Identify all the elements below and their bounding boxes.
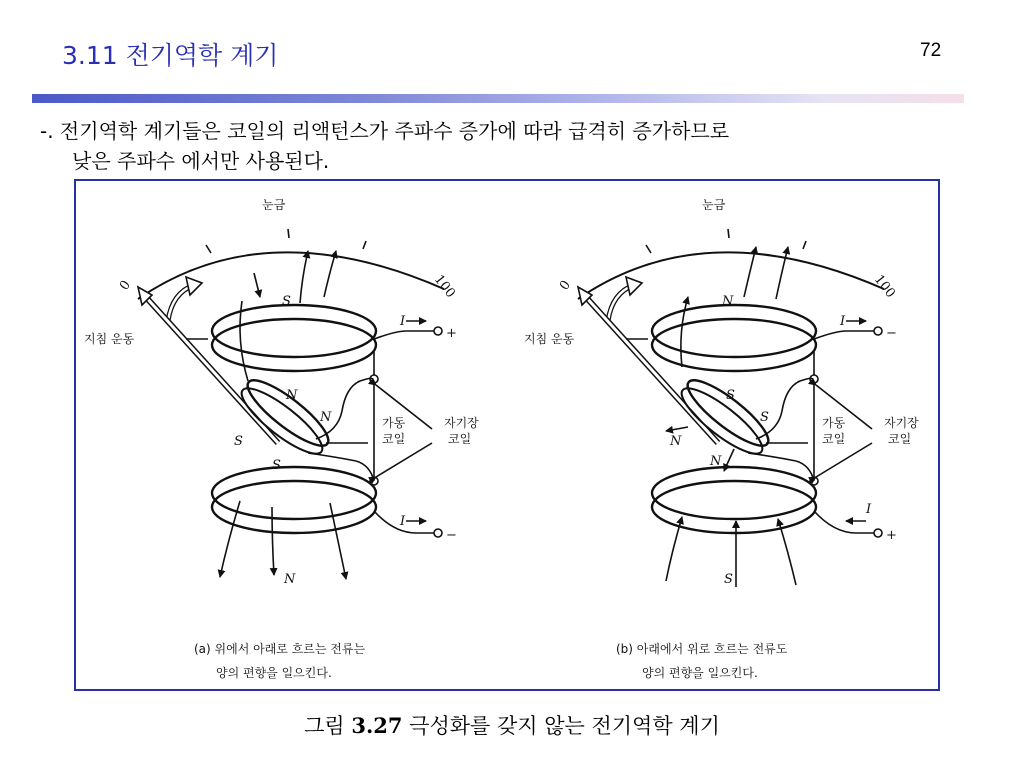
bottom-pole-b: S xyxy=(724,572,733,587)
title-divider xyxy=(32,94,964,103)
moving-pole-s2-b: S xyxy=(760,410,769,425)
caption-number: 3.27 xyxy=(351,713,403,738)
moving-coil-label-a-2: 코일 xyxy=(382,432,406,446)
slide-title: 3.11 전기역학 계기 xyxy=(62,41,279,70)
moving-pole-n2-a: N xyxy=(320,410,332,425)
field-coil-label-a-1: 자기장 xyxy=(444,416,479,430)
caption-text: 극성화를 갖지 않는 전기역학 계기 xyxy=(402,714,720,738)
bottom-pole-a: N xyxy=(284,572,296,587)
figure-frame xyxy=(74,179,940,691)
moving-coil-label-b-1: 가동 xyxy=(822,416,846,430)
field-coil-label-a-2: 코일 xyxy=(448,432,472,446)
figure-caption xyxy=(0,710,1024,740)
scale-label-a: 눈금 xyxy=(262,198,286,212)
body-line-2: 낮은 주파수 에서만 사용된다. xyxy=(72,149,330,173)
scale-label-b: 눈금 xyxy=(702,198,726,212)
top-pole-b: N xyxy=(722,294,734,309)
field-coil-label-b-2: 코일 xyxy=(888,432,912,446)
page-number: 72 xyxy=(920,40,942,61)
pointer-label-b: 지침 운동 xyxy=(524,332,575,346)
moving-pole-n2-b: N xyxy=(710,454,722,469)
body-paragraph xyxy=(40,116,980,176)
moving-coil-label-a-1: 가동 xyxy=(382,416,406,430)
terminal-top-b: − xyxy=(886,326,897,341)
moving-pole-s1-b: S xyxy=(726,388,735,403)
panel-b xyxy=(578,229,884,587)
moving-pole-n1-b: N xyxy=(670,434,682,449)
field-coil-label-b-1: 자기장 xyxy=(884,416,919,430)
body-line-1: -. 전기역학 계기들은 코일의 리액턴스가 주파수 증가에 따라 급격히 증가하므로 xyxy=(40,119,730,143)
terminal-bottom-b: + xyxy=(886,528,897,543)
scale-zero-b: 0 xyxy=(556,277,575,294)
current-top-b: I xyxy=(840,314,846,329)
current-bottom-b: I xyxy=(866,502,872,517)
moving-pole-s2-a: S xyxy=(272,458,281,473)
electrodynamic-instrument-diagram xyxy=(76,181,938,689)
caption-prefix: 그림 xyxy=(304,714,352,738)
current-top-a: I xyxy=(400,314,406,329)
pointer-label-a: 지침 운동 xyxy=(84,332,135,346)
subcaption-b-2: 양의 편향을 일으킨다. xyxy=(642,666,758,680)
current-bottom-a: I xyxy=(400,514,406,529)
moving-pole-s1-a: S xyxy=(234,434,243,449)
scale-hundred-a: 100 xyxy=(430,272,458,302)
subcaption-a-1: (a) 위에서 아래로 흐르는 전류는 xyxy=(194,642,366,656)
scale-zero-a: 0 xyxy=(116,277,135,294)
terminal-bottom-a: − xyxy=(446,528,457,543)
panel-a xyxy=(138,229,444,579)
subcaption-a-2: 양의 편향을 일으킨다. xyxy=(216,666,332,680)
top-pole-a: S xyxy=(282,294,291,309)
moving-coil-label-b-2: 코일 xyxy=(822,432,846,446)
subcaption-b-1: (b) 아래에서 위로 흐르는 전류도 xyxy=(616,642,788,656)
scale-hundred-b: 100 xyxy=(870,272,898,302)
terminal-top-a: + xyxy=(446,326,457,341)
moving-pole-n1-a: N xyxy=(286,388,298,403)
